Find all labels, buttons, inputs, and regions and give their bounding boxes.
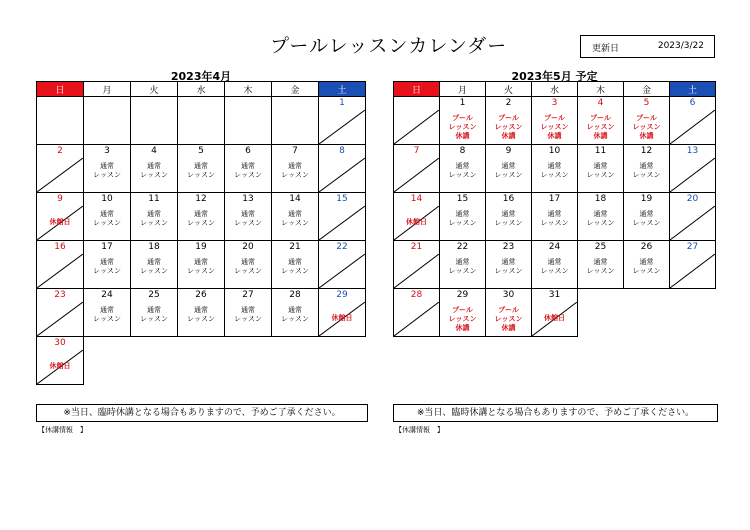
day-cell — [670, 193, 716, 241]
day-cell — [319, 97, 366, 145]
regular-lesson-note: 通常 レッスン — [234, 210, 262, 227]
day-number: 20 — [686, 194, 699, 204]
regular-lesson-note: 通常 レッスン — [187, 210, 215, 227]
diagonal-line — [319, 206, 365, 240]
blank-day-cell — [178, 97, 225, 145]
regular-lesson-note: 通常 レッスン — [140, 306, 168, 323]
regular-lesson-note: 通常 レッスン — [448, 258, 477, 275]
day-number: 18 — [594, 194, 607, 204]
update-date: 2023/3/22 — [657, 41, 704, 51]
pool-lesson-cancelled-note: プール レッスン 休講 — [494, 306, 523, 332]
blank-day-cell — [225, 97, 272, 145]
diagonal-line — [670, 254, 715, 288]
day-cell — [624, 97, 670, 145]
day-number: 26 — [640, 242, 653, 252]
day-cell — [37, 193, 84, 241]
weekday-header: 火 — [131, 82, 178, 97]
april-notice: ※当日、臨時休講となる場合もありますので、予めご了承ください。 — [36, 404, 368, 422]
closed-day-note: 休館日 — [406, 218, 427, 226]
day-cell — [578, 241, 624, 289]
regular-lesson-note: 通常 レッスン — [586, 258, 615, 275]
day-number: 24 — [101, 290, 113, 300]
day-cell — [178, 289, 225, 337]
empty-cell — [84, 337, 131, 385]
pool-lesson-cancelled-note: プール レッスン 休講 — [448, 114, 477, 140]
diagonal-line — [37, 158, 83, 192]
regular-lesson-note: 通常 レッスン — [187, 306, 215, 323]
day-cell — [225, 241, 272, 289]
day-cell — [37, 337, 84, 385]
week-row — [37, 97, 366, 145]
blank-day-cell — [272, 97, 319, 145]
weekday-header: 木 — [225, 82, 272, 97]
weekday-header: 日 — [394, 82, 440, 97]
week-row — [37, 241, 366, 289]
day-number: 21 — [289, 242, 301, 252]
day-number: 22 — [336, 242, 348, 252]
day-cell — [578, 193, 624, 241]
pool-lesson-cancelled-note: プール レッスン 休講 — [448, 306, 477, 332]
regular-lesson-note: 通常 レッスン — [632, 258, 661, 275]
diagonal-line — [670, 110, 715, 144]
day-number: 17 — [548, 194, 561, 204]
day-number: 18 — [148, 242, 160, 252]
day-cell — [225, 145, 272, 193]
week-row — [37, 289, 366, 337]
day-cell — [532, 241, 578, 289]
day-number: 5 — [643, 98, 650, 108]
day-cell — [84, 241, 131, 289]
day-number: 25 — [148, 290, 160, 300]
empty-cell — [624, 289, 670, 337]
regular-lesson-note: 通常 レッスン — [93, 210, 121, 227]
day-number: 31 — [548, 290, 561, 300]
week-row — [394, 241, 716, 289]
day-cell — [84, 289, 131, 337]
day-cell — [225, 193, 272, 241]
diagonal-line — [394, 302, 439, 336]
day-cell — [440, 193, 486, 241]
regular-lesson-note: 通常 レッスン — [494, 162, 523, 179]
weekday-header-row — [37, 82, 366, 97]
day-cell — [578, 97, 624, 145]
day-number: 1 — [339, 98, 345, 108]
day-cell — [272, 145, 319, 193]
day-number: 13 — [686, 146, 699, 156]
day-number: 14 — [410, 194, 423, 204]
day-number: 29 — [456, 290, 469, 300]
day-cell — [532, 289, 578, 337]
day-number: 9 — [57, 194, 63, 204]
day-number: 20 — [242, 242, 254, 252]
regular-lesson-note: 通常 レッスン — [234, 306, 262, 323]
regular-lesson-note: 通常 レッスン — [281, 258, 309, 275]
day-cell — [486, 193, 532, 241]
regular-lesson-note: 通常 レッスン — [140, 258, 168, 275]
regular-lesson-note: 通常 レッスン — [448, 210, 477, 227]
diagonal-line — [670, 206, 715, 240]
day-number: 3 — [551, 98, 558, 108]
day-cell — [394, 145, 440, 193]
regular-lesson-note: 通常 レッスン — [586, 162, 615, 179]
pool-lesson-cancelled-note: プール レッスン 休講 — [586, 114, 615, 140]
day-number: 23 — [54, 290, 66, 300]
weekday-header-row — [394, 82, 716, 97]
day-cell — [131, 145, 178, 193]
weekday-header: 水 — [178, 82, 225, 97]
regular-lesson-note: 通常 レッスン — [281, 210, 309, 227]
day-number: 25 — [594, 242, 607, 252]
day-cell — [225, 289, 272, 337]
day-cell — [131, 193, 178, 241]
may-info-label: 【休講情報 】 — [395, 426, 444, 434]
day-cell — [84, 145, 131, 193]
regular-lesson-note: 通常 レッスン — [586, 210, 615, 227]
diagonal-line — [394, 254, 439, 288]
regular-lesson-note: 通常 レッスン — [540, 210, 569, 227]
regular-lesson-note: 通常 レッスン — [140, 210, 168, 227]
day-cell — [319, 145, 366, 193]
pool-lesson-cancelled-note: プール レッスン 休講 — [632, 114, 661, 140]
weekday-header: 月 — [440, 82, 486, 97]
empty-cell — [578, 289, 624, 337]
diagonal-line — [37, 254, 83, 288]
day-cell — [37, 289, 84, 337]
day-number: 5 — [198, 146, 204, 156]
day-cell — [486, 241, 532, 289]
day-cell — [624, 241, 670, 289]
day-number: 30 — [502, 290, 515, 300]
day-cell — [440, 241, 486, 289]
day-cell — [37, 241, 84, 289]
day-number: 10 — [101, 194, 113, 204]
day-number: 8 — [459, 146, 466, 156]
day-number: 26 — [195, 290, 207, 300]
diagonal-line — [319, 110, 365, 144]
day-number: 19 — [640, 194, 653, 204]
april-calendar — [36, 81, 366, 385]
day-number: 28 — [410, 290, 423, 300]
day-cell — [319, 289, 366, 337]
day-number: 6 — [689, 98, 696, 108]
empty-cell — [670, 289, 716, 337]
day-number: 10 — [548, 146, 561, 156]
day-cell — [486, 145, 532, 193]
week-row — [37, 193, 366, 241]
update-label: 更新日 — [592, 44, 620, 54]
day-number: 11 — [594, 146, 607, 156]
weekday-header: 火 — [486, 82, 532, 97]
day-cell — [272, 193, 319, 241]
day-cell — [532, 193, 578, 241]
regular-lesson-note: 通常 レッスン — [540, 162, 569, 179]
day-cell — [394, 241, 440, 289]
regular-lesson-note: 通常 レッスン — [187, 162, 215, 179]
regular-lesson-note: 通常 レッスン — [632, 162, 661, 179]
day-number: 22 — [456, 242, 469, 252]
day-cell — [440, 97, 486, 145]
empty-cell — [225, 337, 272, 385]
diagonal-line — [319, 158, 365, 192]
day-number: 17 — [101, 242, 113, 252]
day-number: 15 — [336, 194, 348, 204]
regular-lesson-note: 通常 レッスン — [93, 162, 121, 179]
regular-lesson-note: 通常 レッスン — [494, 258, 523, 275]
regular-lesson-note: 通常 レッスン — [93, 306, 121, 323]
day-number: 7 — [413, 146, 420, 156]
day-cell — [272, 241, 319, 289]
day-number: 14 — [289, 194, 301, 204]
day-cell — [131, 241, 178, 289]
page-title: プールレッスンカレンダー — [270, 35, 508, 57]
day-number: 27 — [242, 290, 254, 300]
day-number: 2 — [505, 98, 512, 108]
day-cell — [440, 145, 486, 193]
day-number: 9 — [505, 146, 512, 156]
day-cell — [670, 241, 716, 289]
day-number: 3 — [104, 146, 110, 156]
regular-lesson-note: 通常 レッスン — [281, 162, 309, 179]
week-row — [394, 97, 716, 145]
day-number: 16 — [502, 194, 515, 204]
weekday-header: 土 — [319, 82, 366, 97]
day-number: 23 — [502, 242, 515, 252]
day-number: 13 — [242, 194, 254, 204]
day-cell — [578, 145, 624, 193]
day-cell — [670, 145, 716, 193]
april-title: 2023年4月 — [170, 70, 232, 83]
day-number: 7 — [292, 146, 298, 156]
regular-lesson-note: 通常 レッスン — [632, 210, 661, 227]
pool-lesson-cancelled-note: プール レッスン 休講 — [494, 114, 523, 140]
day-number: 28 — [289, 290, 301, 300]
day-cell — [319, 241, 366, 289]
weekday-header: 土 — [670, 82, 716, 97]
day-number: 12 — [640, 146, 653, 156]
day-cell — [178, 193, 225, 241]
regular-lesson-note: 通常 レッスン — [281, 306, 309, 323]
day-number: 24 — [548, 242, 561, 252]
day-cell — [394, 97, 440, 145]
day-cell — [131, 289, 178, 337]
regular-lesson-note: 通常 レッスン — [540, 258, 569, 275]
day-number: 6 — [245, 146, 251, 156]
regular-lesson-note: 通常 レッスン — [448, 162, 477, 179]
diagonal-line — [37, 302, 83, 336]
day-cell — [532, 97, 578, 145]
week-row — [37, 145, 366, 193]
day-cell — [394, 289, 440, 337]
may-title: 2023年5月 予定 — [511, 70, 598, 83]
day-number: 8 — [339, 146, 345, 156]
day-number: 11 — [148, 194, 160, 204]
day-number: 12 — [195, 194, 207, 204]
day-number: 16 — [54, 242, 66, 252]
day-number: 4 — [597, 98, 604, 108]
closed-day-note: 休館日 — [331, 314, 353, 322]
regular-lesson-note: 通常 レッスン — [234, 162, 262, 179]
day-cell — [319, 193, 366, 241]
diagonal-line — [319, 254, 365, 288]
day-cell — [532, 145, 578, 193]
update-date-box — [580, 35, 715, 58]
may-calendar — [393, 81, 716, 337]
closed-day-note: 休館日 — [49, 362, 71, 370]
blank-day-cell — [131, 97, 178, 145]
pool-lesson-cancelled-note: プール レッスン 休講 — [540, 114, 569, 140]
day-cell — [84, 193, 131, 241]
day-number: 19 — [195, 242, 207, 252]
empty-cell — [272, 337, 319, 385]
weekday-header: 月 — [84, 82, 131, 97]
week-row — [394, 145, 716, 193]
day-cell — [486, 97, 532, 145]
regular-lesson-note: 通常 レッスン — [140, 162, 168, 179]
empty-cell — [319, 337, 366, 385]
day-number: 21 — [410, 242, 423, 252]
april-info-label: 【休講情報 】 — [38, 426, 87, 434]
week-row — [37, 337, 366, 385]
weekday-header: 水 — [532, 82, 578, 97]
closed-day-note: 休館日 — [49, 218, 71, 226]
regular-lesson-note: 通常 レッスン — [187, 258, 215, 275]
weekday-header: 日 — [37, 82, 84, 97]
empty-cell — [178, 337, 225, 385]
day-number: 15 — [456, 194, 469, 204]
blank-day-cell — [84, 97, 131, 145]
regular-lesson-note: 通常 レッスン — [494, 210, 523, 227]
weekday-header: 金 — [624, 82, 670, 97]
day-cell — [624, 193, 670, 241]
day-number: 30 — [54, 338, 66, 348]
day-number: 29 — [336, 290, 348, 300]
day-cell — [272, 289, 319, 337]
day-cell — [440, 289, 486, 337]
regular-lesson-note: 通常 レッスン — [234, 258, 262, 275]
day-cell — [394, 193, 440, 241]
week-row — [394, 289, 716, 337]
may-notice: ※当日、臨時休講となる場合もありますので、予めご了承ください。 — [393, 404, 718, 422]
week-row — [394, 193, 716, 241]
day-cell — [178, 145, 225, 193]
day-cell — [670, 97, 716, 145]
empty-cell — [131, 337, 178, 385]
weekday-header: 金 — [272, 82, 319, 97]
weekday-header: 木 — [578, 82, 624, 97]
day-number: 2 — [57, 146, 63, 156]
closed-day-note: 休館日 — [544, 314, 565, 322]
diagonal-line — [670, 158, 715, 192]
day-cell — [178, 241, 225, 289]
diagonal-line — [394, 110, 439, 144]
day-number: 4 — [151, 146, 157, 156]
day-cell — [624, 145, 670, 193]
diagonal-line — [394, 158, 439, 192]
day-number: 1 — [459, 98, 466, 108]
blank-day-cell — [37, 97, 84, 145]
day-cell — [37, 145, 84, 193]
day-number: 27 — [686, 242, 699, 252]
day-cell — [486, 289, 532, 337]
day-number — [394, 97, 439, 110]
regular-lesson-note: 通常 レッスン — [93, 258, 121, 275]
